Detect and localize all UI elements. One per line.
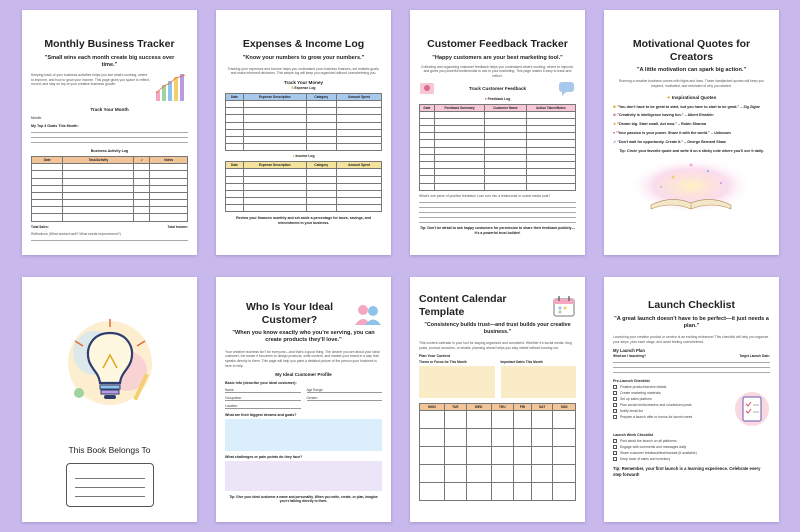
expense-log-label: Expense Log (294, 86, 316, 91)
lightbulb-icon: ✹ (613, 104, 617, 109)
page-title: Monthly Business Tracker (44, 38, 175, 50)
occupation-field[interactable]: Occupation: (225, 393, 301, 401)
quote-text: "Don't wait for opportunity. Create it." – George Bernard Shaw (617, 139, 726, 144)
checklist-item[interactable] (613, 445, 770, 449)
tip-text: Tip: Remember, your first launch is a learning experience. Celebrate every step forward! (613, 466, 761, 477)
activity-log-table[interactable] (31, 156, 188, 222)
income-table[interactable] (225, 161, 382, 212)
intro-text: Your creative business isn't for everyone—and that's a good thing. The clearer you are about your ideal customer, the easier it becomes to design products, write content, and market your brand in a way that speaks directly to them. This page will help you paint a detailed picture of the person your business is here to help. (225, 349, 380, 368)
page-title: Motivational Quotes for Creators (632, 38, 751, 63)
page-grid (22, 10, 779, 522)
challenges-question: What challenges or pain points do they face? (225, 455, 303, 460)
heart-icon: ♥ (613, 131, 616, 136)
feedback-log-label: Feedback Log (487, 96, 511, 101)
checkbox[interactable] (613, 415, 617, 419)
gender-field[interactable]: Gender: (307, 393, 383, 401)
checklist-item[interactable] (613, 451, 770, 455)
quote-text: "Creativity is intelligence having fun." – Albert Einstein (617, 113, 714, 118)
checkbox[interactable] (613, 445, 617, 449)
section-heading: Inspirational Quotes (671, 94, 717, 100)
lightbulb-illustration (55, 313, 165, 423)
item-label: Keep track of sales and inventory (620, 457, 671, 462)
checkbox[interactable] (613, 385, 617, 389)
col-header: Feedback Summary (435, 104, 485, 111)
checklist-clipboard-icon (734, 389, 770, 429)
page-quote: "A great launch doesn't have to be perfect—it just needs a plan." (614, 315, 769, 329)
intro-text: Keeping track of your business activities helps you see what's working, where to improve, and how to grow your income. This page gives you space to reflect, record, and stay on top of your creative business growth. (31, 73, 150, 87)
calendar-icon (552, 294, 576, 318)
page-motivational-quotes (604, 10, 779, 255)
page-footer: Tip: Don't be afraid to ask happy customers for permission to share their feedback publicly—it's a powerful trust builder! (420, 226, 575, 235)
page-quote: "When you know exactly who you're serving, you can create products they'll love." (232, 330, 375, 344)
section-heading: My Ideal Customer Profile (275, 372, 332, 378)
page-feedback-tracker (410, 10, 585, 255)
launch-lines[interactable] (613, 358, 770, 373)
intro-text: Running a creative business comes with highs and lows. These handpicked quotes will keep you inspired, motivated, and reminded of why you started. (619, 79, 764, 89)
intro-text: This content calendar is your tool for staying organized and consistent. Whether it's social media, blog posts, product launches, or emails, planning ahead helps you stay visible without burning out. (419, 341, 572, 350)
page-title: Customer Feedback Tracker (427, 38, 568, 50)
quote-text: "Dream big. Start small. Act now." – Robin Sharma (617, 122, 707, 127)
item-label: Share customer feedback/testimonials (if available) (620, 451, 697, 456)
day-header: SUN (553, 404, 576, 411)
checklist-item[interactable] (613, 385, 734, 389)
col-header: Category (306, 162, 337, 169)
income-log-label: Income Log (295, 154, 315, 159)
col-header: Customer Name (485, 104, 527, 111)
col-header: Expense Description (243, 162, 306, 169)
name-field[interactable]: Name: (225, 385, 301, 393)
quote-item (613, 105, 770, 110)
quote-item (613, 113, 770, 118)
page-title: Content Calendar Template (419, 293, 507, 318)
col-header: Amount Spent (337, 162, 382, 169)
launch-date-label: Target Launch Date: (739, 354, 770, 359)
basic-info-label: Basic Info (describe your ideal customer): (225, 381, 297, 386)
checklist-item[interactable] (613, 397, 734, 401)
expense-table[interactable] (225, 93, 382, 151)
page-ideal-customer (216, 277, 391, 522)
day-header: FRI (513, 404, 531, 411)
intro-text: Collecting and organizing customer feedback helps you understand what's working, where to improve, and gives you powerful testimonials to use in your marketing. This page makes it easy to track and reflect. (421, 64, 574, 79)
month-label: Month: (31, 116, 42, 121)
dreams-question: What are their biggest dreams and goals? (225, 413, 297, 418)
heart-icon: ♥ (484, 96, 487, 101)
section-heading: Track Your Money (283, 80, 324, 86)
col-header: Amount Spent (337, 94, 382, 101)
col-header: Expense Description (243, 94, 306, 101)
col-header: Notes (150, 157, 188, 164)
feedback-table[interactable] (419, 104, 576, 191)
dates-box[interactable] (501, 366, 577, 398)
page-title: Who Is Your Ideal Customer? (245, 301, 334, 326)
page-monthly-tracker (22, 10, 197, 255)
page-footer: Tip: Give your ideal customer a name and personality. When you write, create, or plan, imagine you're talking directly to them. (229, 495, 378, 504)
checkmark-icon: ✓ (134, 157, 150, 164)
bar-chart-icon (154, 73, 188, 103)
tip-text: Tip: Circle your favorite quote and write it on a sticky note where you'll see it daily. (619, 148, 764, 153)
checkbox[interactable] (613, 403, 617, 407)
quote-item (613, 131, 770, 136)
page-quote: "A little motivation can spark big action." (636, 67, 747, 74)
page-title: This Book Belongs To (68, 445, 151, 455)
item-label: Set up sales platform (620, 397, 652, 402)
quote-text: "Your passion is your power. Share it with the world." – Unknown (616, 131, 731, 136)
section-heading: Plan Your Content (419, 354, 451, 359)
item-label: Post about the launch on all platforms (620, 439, 677, 444)
dates-label: Important Dates This Month (500, 360, 543, 365)
day-header: THU (491, 404, 513, 411)
reflection-lines[interactable] (31, 236, 188, 241)
total-sales-label: Total Sales: (31, 224, 49, 229)
feedback-card-icon (419, 81, 437, 97)
page-expenses-log (216, 10, 391, 255)
day-header: MON (420, 404, 445, 411)
page-quote: "Happy customers are your best marketing tool." (432, 54, 563, 61)
item-label: Engage with comments and messages daily (620, 445, 687, 450)
item-label: Plan social media teasers and countdown posts (620, 403, 692, 408)
owner-name-box[interactable] (66, 463, 154, 507)
checklist-item[interactable] (613, 403, 734, 407)
page-quote: "Consistency builds trust—and trust builds your creative business." (424, 322, 571, 336)
checkbox[interactable] (613, 439, 617, 443)
reflections-label: Reflections (What worked well? What needs improvement?) (31, 231, 121, 236)
answer-lines[interactable] (419, 198, 576, 223)
section-heading: Track Customer Feedback (468, 86, 527, 92)
section-heading: My Launch Plan (613, 348, 645, 354)
item-label: Prepare a launch offer or bonus for launch week (620, 415, 693, 420)
checkbox[interactable] (613, 391, 617, 395)
col-header: Date (420, 104, 435, 111)
quote-item (613, 122, 770, 127)
dreams-answer-box[interactable] (225, 419, 382, 451)
section-heading: Track Your Month (90, 107, 129, 113)
day-header: WED (466, 404, 491, 411)
col-header: Date (32, 157, 63, 164)
col-header: Date (226, 162, 244, 169)
page-quote: "Know your numbers to grow your numbers." (242, 54, 365, 61)
page-footer: Review your finances monthly and set aside a percentage for taxes, savings, and reinvestment in your business. (236, 216, 371, 226)
palette-icon: ✿ (613, 113, 617, 118)
checkbox[interactable] (613, 397, 617, 401)
col-header: Date (226, 94, 244, 101)
people-icon (354, 303, 382, 325)
chat-bubble-icon (558, 81, 576, 97)
page-book-owner (22, 277, 197, 522)
theme-box[interactable] (419, 366, 495, 398)
item-label: Notify email list (620, 409, 643, 414)
reflection-question: What's one piece of positive feedback I can turn into a testimonial or social media post? (419, 193, 551, 198)
pre-launch-heading: Pre-Launch Checklist (613, 379, 650, 384)
day-header: SAT (532, 404, 553, 411)
challenges-answer-box[interactable] (225, 461, 382, 491)
intro-text: Launching your creative product or service is an exciting milestone! This checklist will help you organize your steps, plan each stage, and avoid feeling overwhelmed. (613, 335, 769, 344)
launch-what-label: What am I launching? (613, 354, 646, 359)
calendar-grid[interactable] (419, 403, 576, 501)
checklist-item[interactable] (613, 391, 734, 395)
profile-fields (225, 385, 382, 409)
launch-week-heading: Launch Week Checklist (613, 433, 654, 438)
total-income-label: Total Income: (167, 224, 188, 229)
quote-text: "You don't have to be great to start, but you have to start to be great." – Zig Ziglar (617, 104, 760, 109)
checklist-item[interactable] (613, 439, 770, 443)
checkbox[interactable] (613, 409, 617, 413)
page-title: Launch Checklist (648, 299, 735, 311)
age-field[interactable]: Age Range: (307, 385, 383, 393)
open-book-illustration (613, 157, 770, 213)
rocket-icon: ➚ (613, 139, 617, 144)
goals-label: My Top 3 Goals This Month: (31, 124, 79, 129)
checklist-item[interactable] (613, 409, 734, 413)
location-field[interactable]: Location: (225, 401, 301, 409)
page-quote: "Small wins each month create big success over time." (44, 54, 175, 68)
day-header: TUE (444, 404, 466, 411)
item-label: Finalize product/service details (620, 385, 667, 390)
col-header: Task/Activity (63, 157, 134, 164)
quote-item (613, 140, 770, 145)
theme-label: Theme or Focus for This Month (419, 360, 467, 365)
goals-lines[interactable] (31, 128, 188, 143)
checkbox[interactable] (613, 457, 617, 461)
page-launch-checklist (604, 277, 779, 522)
page-title: Expenses & Income Log (242, 38, 365, 50)
coin-icon: ● (292, 154, 295, 159)
log-title: Business Activity Log (90, 149, 129, 154)
item-label: Create marketing materials (620, 391, 661, 396)
checkbox[interactable] (613, 451, 617, 455)
col-header: Action Taken/Notes (526, 104, 575, 111)
sparkle-icon: ✦ (666, 94, 671, 100)
checklist-item[interactable] (613, 415, 734, 419)
col-header: Category (306, 94, 337, 101)
page-content-calendar (410, 277, 585, 522)
checklist-item[interactable] (613, 457, 770, 461)
star-icon: ★ (613, 122, 617, 127)
intro-text: Tracking your expenses and income helps you understand your business finances, set realistic goals, and make informed decisions. This simple log will keep you organized without overwhelming you. (227, 66, 380, 76)
money-icon: $ (291, 86, 294, 91)
